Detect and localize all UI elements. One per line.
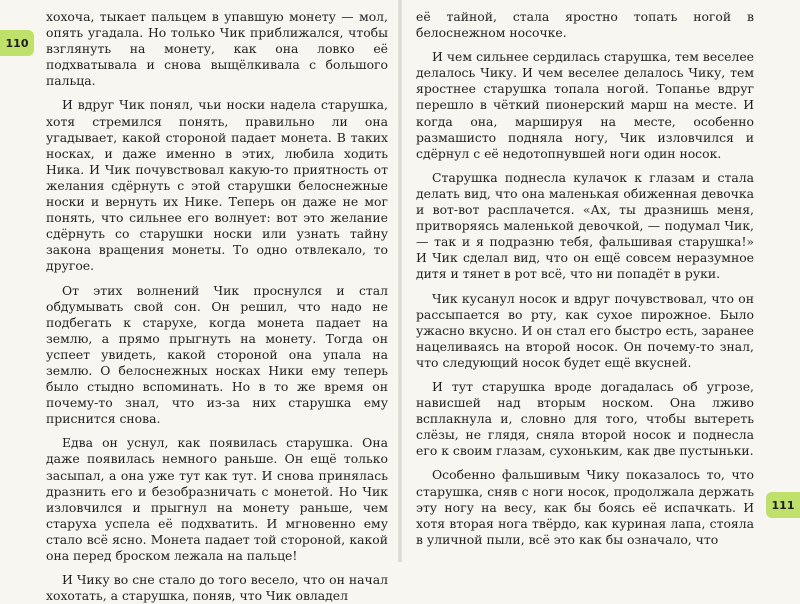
paragraph: Особенно фальшивым Чику показалось то, что старушка, сняв с ноги носок, продолжала держать эту ногу на весу, как бы боясь её испачкать. И хотя вторая нога твёрдо, как куриная лапа, стояла в уличной пыли, всё это как бы означало, что bbox=[416, 467, 754, 547]
paragraph: её тайной, стала яростно топать ногой в белоснежном носочке. bbox=[416, 9, 754, 41]
paragraph: И тут старушка вроде догадалась об угрозе, нависшей над вторым носком. Она лживо всплакнула и, словно для того, чтобы вытереть слёзы, не глядя, сняла второй носок и поднесла его к своим глазам, сухоньким, как две пустыньки. bbox=[416, 378, 754, 459]
paragraph: И чем сильнее сердилась старушка, тем веселее делалось Чику. И чем веселее делалось Чику, тем яростнее старушка топала ногой. Топанье вдруг перешло в чёткий пионерский марш на месте. И когда она, маршируя на месте, особенно размашисто подняла ногу, Чик изловчился и сдёрнул с её недотопнувшей ноги один носок. bbox=[416, 49, 754, 161]
paragraph: От этих волнений Чик проснулся и стал обдумывать свой сон. Он решил, что надо не подбегать к старухе, когда монета падает на землю, а прямо прыгнуть на монету. Тогда он успеет увидеть, какой стороной она упала на землю. О белоснежных носках Ники ему теперь было стыдно вспоминать. Но в то же время он почему-то знал, что из-за них старушка ему приснится снова. bbox=[46, 282, 388, 427]
paragraph: Старушка поднесла кулачок к глазам и стала делать вид, что она маленькая обиженная девочка и вот-вот расплачется. «Ах, ты дразнишь меня, притворяясь маленькой девочкой, — подумал Чик, — так и я подразню тебя, фальшивая старушка!» И Чик сделал вид, что он ещё совсем неразумное дитя и тянет в рот всё, что ни попадёт в руки. bbox=[416, 169, 754, 282]
right-text-column bbox=[416, 9, 754, 548]
paragraph: Чик кусанул носок и вдруг почувствовал, что он рассыпается во рту, как сухое пирожное. Было ужасно вкусно. И он стал его быстро есть, заранее нацеливаясь на второй носок. Он почему-то знал, что следующий носок будет ещё вкусней. bbox=[416, 290, 754, 370]
paragraph: И вдруг Чик понял, чьи носки надела старушка, хотя стремился понять, правильно ли она угадывает, какой стороной падает монета. В таких носках, и даже именно в этих, любила ходить Ника. И Чик почувствовал какую-то приятность от желания сдёрнуть с этой старушки белоснежные носки и вернуть их Нике. Теперь он даже не мог понять, что сильнее его волнует: вот это желание сдёрнуть со старушки носки или узнать тайну закона вращения монеты. То одно отвлекало, то другое. bbox=[46, 97, 388, 274]
left-text-column bbox=[46, 9, 388, 604]
page-number-right: 111 bbox=[766, 492, 800, 518]
paragraph: Едва он уснул, как появилась старушка. Она даже появилась немного раньше. Он ещё только засыпал, а она уже тут как тут. И снова принялась дразнить его и безобразничать с монетой. Но Чик изловчился и прыгнул на монету раньше, чем старуха успела её подхватить. И мгновенно ему стало всё ясно. Монета падает той стороной, какой она перед броском лежала на пальце! bbox=[46, 435, 388, 563]
page-number-left: 110 bbox=[0, 30, 34, 56]
paragraph: И Чику во сне стало до того весело, что он начал хохотать, а старушка, поняв, что Чик овладел bbox=[46, 572, 388, 604]
paragraph: хохоча, тыкает пальцем в упавшую монету — мол, опять угадала. Но только Чик приближался, чтобы взглянуть на монету, как она ловко её подхватывала и снова выщёлкивала с большого пальца. bbox=[46, 9, 388, 89]
right-page bbox=[400, 0, 800, 562]
